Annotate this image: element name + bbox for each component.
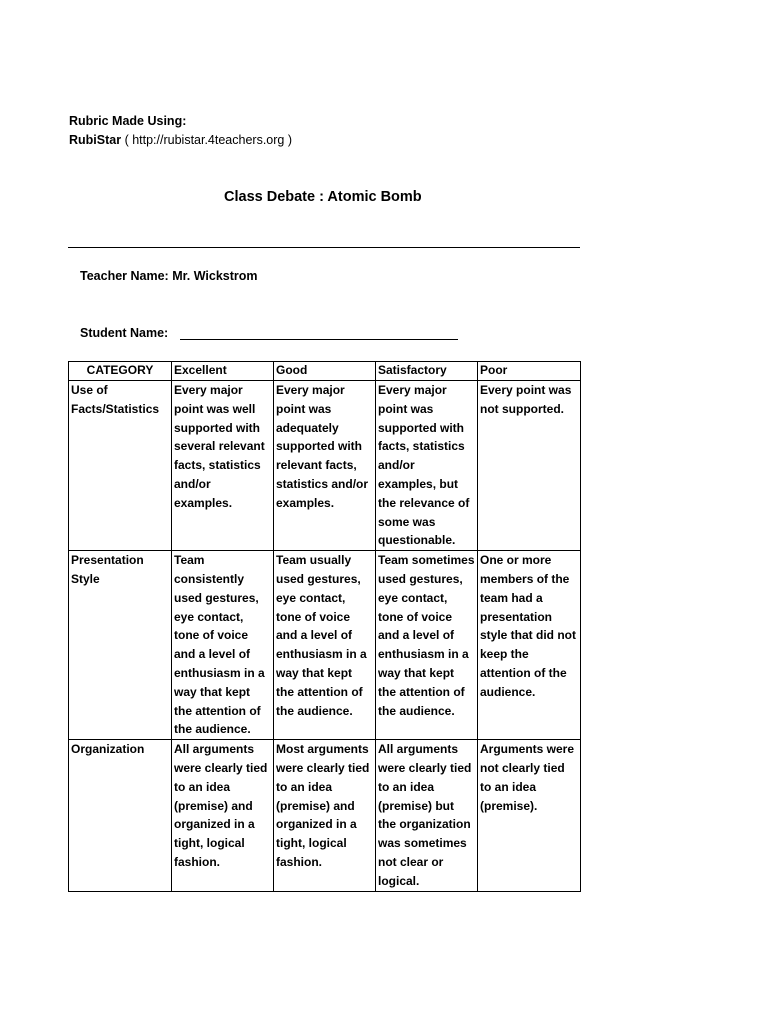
- table-row: [69, 551, 581, 740]
- poor-cell: Every point was not supported.: [478, 381, 581, 551]
- column-header-category: CATEGORY: [69, 362, 172, 381]
- category-cell: Organization: [69, 740, 172, 891]
- rubistar-credit: [69, 131, 292, 149]
- excellent-cell: Team consistently used gestures, eye contact, tone of voice and a level of enthusiasm in a way that kept the attention of the audience.: [172, 551, 274, 740]
- excellent-cell: All arguments were clearly tied to an idea (premise) and organized in a tight, logical fashion.: [172, 740, 274, 891]
- rubistar-name: RubiStar: [69, 133, 122, 147]
- student-name-blank: [180, 339, 458, 340]
- column-header-poor: Poor: [478, 362, 581, 381]
- category-cell: Presentation Style: [69, 551, 172, 740]
- teacher-name-value: Mr. Wickstrom: [172, 269, 258, 283]
- satisfactory-cell: Team sometimes used gestures, eye contact, tone of voice and a level of enthusiasm in a way that kept the attention of the audience.: [376, 551, 478, 740]
- rubric-made-using-label: Rubric Made Using:: [69, 114, 187, 128]
- student-name-label: Student Name:: [80, 326, 169, 340]
- table-row: [69, 740, 581, 891]
- page-title: Class Debate : Atomic Bomb: [224, 189, 422, 205]
- teacher-name-label: Teacher Name:: [80, 269, 169, 283]
- column-header-good: Good: [274, 362, 376, 381]
- rubric-table: [68, 361, 581, 892]
- satisfactory-cell: Every major point was supported with facts, statistics and/or examples, but the relevance of some was questionable.: [376, 381, 478, 551]
- poor-cell: Arguments were not clearly tied to an idea (premise).: [478, 740, 581, 891]
- category-cell: Use of Facts/Statistics: [69, 381, 172, 551]
- column-header-satisfactory: Satisfactory: [376, 362, 478, 381]
- excellent-cell: Every major point was well supported with several relevant facts, statistics and/or examples.: [172, 381, 274, 551]
- poor-cell: One or more members of the team had a presentation style that did not keep the attention of the audience.: [478, 551, 581, 740]
- title-divider: [68, 247, 580, 248]
- good-cell: Most arguments were clearly tied to an idea (premise) and organized in a tight, logical fashion.: [274, 740, 376, 891]
- rubistar-url: ( http://rubistar.4teachers.org ): [121, 133, 293, 147]
- good-cell: Team usually used gestures, eye contact, tone of voice and a level of enthusiasm in a way that kept the attention of the audience.: [274, 551, 376, 740]
- table-row: [69, 381, 581, 551]
- teacher-name-line: [80, 267, 258, 285]
- rubric-header-row: [69, 362, 581, 381]
- good-cell: Every major point was adequately supported with relevant facts, statistics and/or examples.: [274, 381, 376, 551]
- column-header-excellent: Excellent: [172, 362, 274, 381]
- satisfactory-cell: All arguments were clearly tied to an idea (premise) but the organization was sometimes not clear or logical.: [376, 740, 478, 891]
